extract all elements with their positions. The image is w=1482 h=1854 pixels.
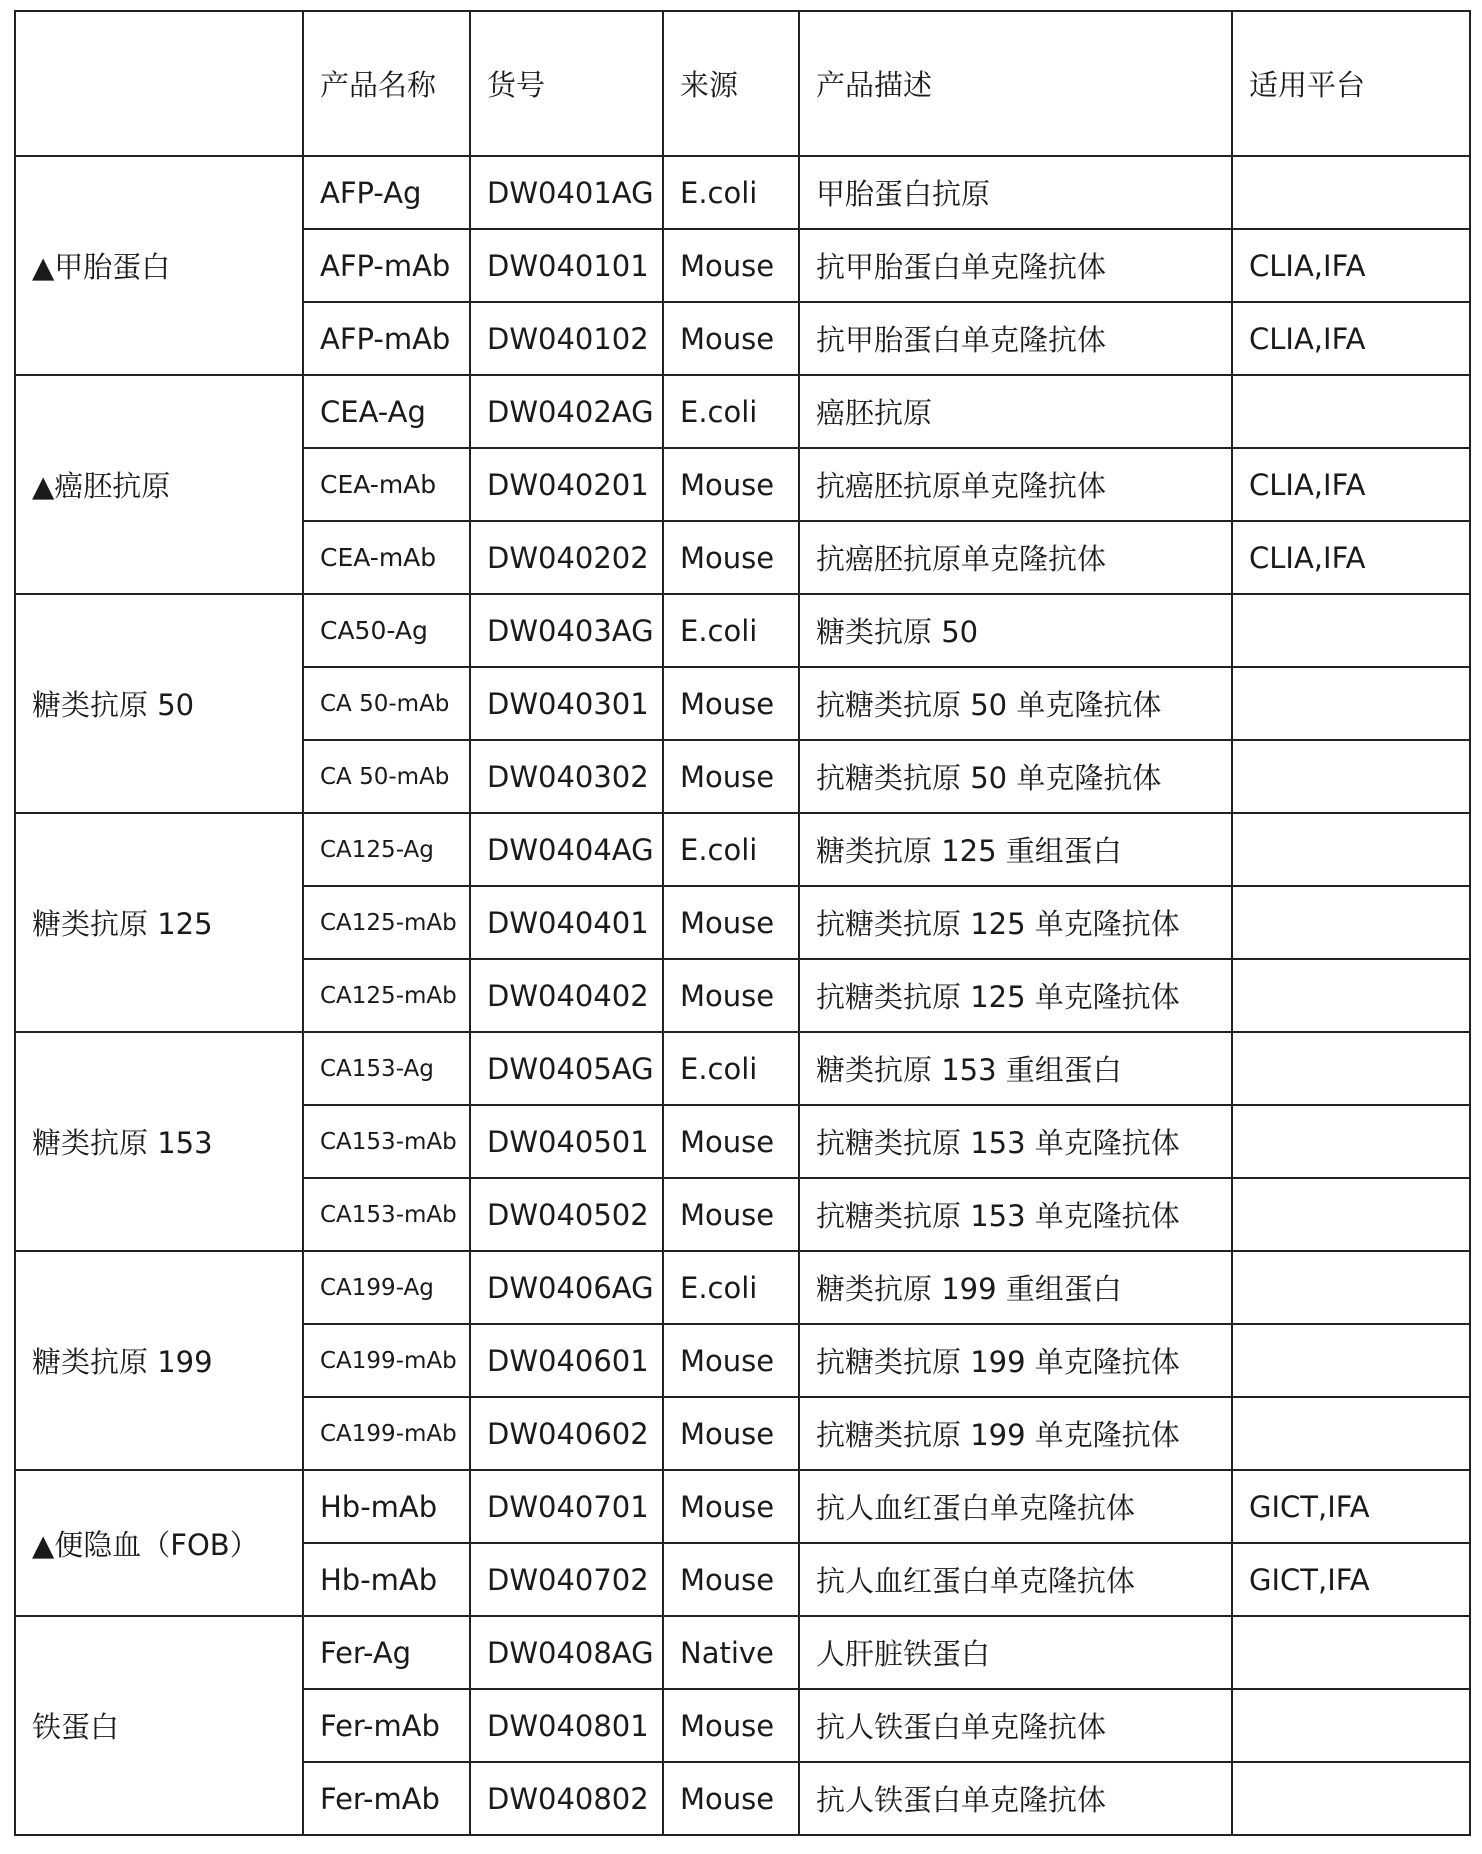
platform-cell: CLIA,IFA (1232, 448, 1470, 521)
platform-cell: GICT,IFA (1232, 1543, 1470, 1616)
product-name-cell: CA199-mAb (303, 1324, 470, 1397)
table-row (15, 1251, 1470, 1324)
sku-cell: DW0402AG (470, 375, 663, 448)
platform-cell (1232, 1616, 1470, 1689)
product-name-cell: CA50-Ag (303, 594, 470, 667)
source-cell: Mouse (663, 667, 799, 740)
platform-cell: CLIA,IFA (1232, 521, 1470, 594)
group-title-ca199: 糖类抗原 199 (15, 1251, 303, 1470)
description-cell: 抗人铁蛋白单克隆抗体 (799, 1762, 1232, 1835)
platform-cell (1232, 1689, 1470, 1762)
sku-cell: DW0403AG (470, 594, 663, 667)
platform-cell: CLIA,IFA (1232, 229, 1470, 302)
platform-cell (1232, 740, 1470, 813)
group-title-cea: ▲癌胚抗原 (15, 375, 303, 594)
sku-cell: DW0404AG (470, 813, 663, 886)
product-name-cell: Hb-mAb (303, 1543, 470, 1616)
source-cell: Mouse (663, 302, 799, 375)
sku-cell: DW040601 (470, 1324, 663, 1397)
sku-cell: DW040701 (470, 1470, 663, 1543)
sku-cell: DW0401AG (470, 156, 663, 229)
table-row (15, 375, 1470, 448)
sku-cell: DW0408AG (470, 1616, 663, 1689)
source-cell: E.coli (663, 813, 799, 886)
sku-cell: DW040502 (470, 1178, 663, 1251)
description-cell: 抗甲胎蛋白单克隆抗体 (799, 229, 1232, 302)
sku-cell: DW040802 (470, 1762, 663, 1835)
product-name-cell: CEA-Ag (303, 375, 470, 448)
group-title-ca153: 糖类抗原 153 (15, 1032, 303, 1251)
platform-cell (1232, 1032, 1470, 1105)
table-row (15, 594, 1470, 667)
description-cell: 抗甲胎蛋白单克隆抗体 (799, 302, 1232, 375)
description-cell: 癌胚抗原 (799, 375, 1232, 448)
product-name-cell: AFP-mAb (303, 302, 470, 375)
platform-cell (1232, 156, 1470, 229)
table-row (15, 1616, 1470, 1689)
platform-cell (1232, 667, 1470, 740)
source-cell: Mouse (663, 886, 799, 959)
sku-cell: DW040201 (470, 448, 663, 521)
platform-cell (1232, 886, 1470, 959)
product-name-cell: Fer-mAb (303, 1762, 470, 1835)
group-title-ca50: 糖类抗原 50 (15, 594, 303, 813)
product-name-cell: Fer-Ag (303, 1616, 470, 1689)
description-cell: 抗人血红蛋白单克隆抗体 (799, 1543, 1232, 1616)
platform-cell (1232, 1324, 1470, 1397)
description-cell: 糖类抗原 50 (799, 594, 1232, 667)
product-name-cell: CEA-mAb (303, 521, 470, 594)
header-group (15, 11, 303, 156)
description-cell: 抗人血红蛋白单克隆抗体 (799, 1470, 1232, 1543)
table-row (15, 1032, 1470, 1105)
source-cell: E.coli (663, 1032, 799, 1105)
platform-cell (1232, 375, 1470, 448)
source-cell: Mouse (663, 1689, 799, 1762)
sku-cell: DW040102 (470, 302, 663, 375)
source-cell: Mouse (663, 959, 799, 1032)
platform-cell (1232, 1178, 1470, 1251)
product-name-cell: Fer-mAb (303, 1689, 470, 1762)
sku-cell: DW040202 (470, 521, 663, 594)
description-cell: 抗人铁蛋白单克隆抗体 (799, 1689, 1232, 1762)
source-cell: Mouse (663, 1105, 799, 1178)
sku-cell: DW040501 (470, 1105, 663, 1178)
sku-cell: DW040401 (470, 886, 663, 959)
description-cell: 人肝脏铁蛋白 (799, 1616, 1232, 1689)
platform-cell: CLIA,IFA (1232, 302, 1470, 375)
header-platform: 适用平台 (1232, 11, 1470, 156)
product-name-cell: CA125-Ag (303, 813, 470, 886)
description-cell: 糖类抗原 199 重组蛋白 (799, 1251, 1232, 1324)
group-title-ca125: 糖类抗原 125 (15, 813, 303, 1032)
product-name-cell: CA199-Ag (303, 1251, 470, 1324)
header-source: 来源 (663, 11, 799, 156)
platform-cell (1232, 594, 1470, 667)
source-cell: Mouse (663, 740, 799, 813)
sku-cell: DW0405AG (470, 1032, 663, 1105)
product-name-cell: CA153-mAb (303, 1105, 470, 1178)
description-cell: 抗糖类抗原 199 单克隆抗体 (799, 1397, 1232, 1470)
description-cell: 抗糖类抗原 153 单克隆抗体 (799, 1105, 1232, 1178)
platform-cell (1232, 959, 1470, 1032)
table-header-row (15, 11, 1470, 156)
source-cell: Native (663, 1616, 799, 1689)
platform-cell (1232, 1762, 1470, 1835)
source-cell: E.coli (663, 156, 799, 229)
sku-cell: DW0406AG (470, 1251, 663, 1324)
product-name-cell: CA 50-mAb (303, 667, 470, 740)
product-name-cell: AFP-Ag (303, 156, 470, 229)
platform-cell (1232, 1397, 1470, 1470)
platform-cell: GICT,IFA (1232, 1470, 1470, 1543)
source-cell: Mouse (663, 1324, 799, 1397)
description-cell: 糖类抗原 125 重组蛋白 (799, 813, 1232, 886)
source-cell: E.coli (663, 375, 799, 448)
table-row (15, 813, 1470, 886)
source-cell: Mouse (663, 229, 799, 302)
description-cell: 抗癌胚抗原单克隆抗体 (799, 521, 1232, 594)
sku-cell: DW040402 (470, 959, 663, 1032)
group-title-afp: ▲甲胎蛋白 (15, 156, 303, 375)
product-name-cell: CA153-mAb (303, 1178, 470, 1251)
group-title-ferritin: 铁蛋白 (15, 1616, 303, 1835)
sku-cell: DW040801 (470, 1689, 663, 1762)
product-table (14, 10, 1471, 1836)
header-product-name: 产品名称 (303, 11, 470, 156)
source-cell: Mouse (663, 1178, 799, 1251)
sku-cell: DW040702 (470, 1543, 663, 1616)
description-cell: 甲胎蛋白抗原 (799, 156, 1232, 229)
source-cell: Mouse (663, 448, 799, 521)
platform-cell (1232, 1105, 1470, 1178)
source-cell: E.coli (663, 1251, 799, 1324)
sku-cell: DW040302 (470, 740, 663, 813)
source-cell: Mouse (663, 1470, 799, 1543)
description-cell: 抗癌胚抗原单克隆抗体 (799, 448, 1232, 521)
description-cell: 抗糖类抗原 199 单克隆抗体 (799, 1324, 1232, 1397)
product-name-cell: Hb-mAb (303, 1470, 470, 1543)
description-cell: 抗糖类抗原 125 单克隆抗体 (799, 886, 1232, 959)
source-cell: Mouse (663, 1543, 799, 1616)
product-name-cell: CA125-mAb (303, 886, 470, 959)
product-name-cell: CA153-Ag (303, 1032, 470, 1105)
source-cell: Mouse (663, 1762, 799, 1835)
source-cell: E.coli (663, 594, 799, 667)
platform-cell (1232, 1251, 1470, 1324)
description-cell: 抗糖类抗原 125 单克隆抗体 (799, 959, 1232, 1032)
sku-cell: DW040301 (470, 667, 663, 740)
source-cell: Mouse (663, 521, 799, 594)
header-description: 产品描述 (799, 11, 1232, 156)
description-cell: 糖类抗原 153 重组蛋白 (799, 1032, 1232, 1105)
product-name-cell: CA199-mAb (303, 1397, 470, 1470)
source-cell: Mouse (663, 1397, 799, 1470)
group-title-fob: ▲便隐血（FOB） (15, 1470, 303, 1616)
platform-cell (1232, 813, 1470, 886)
product-name-cell: CA 50-mAb (303, 740, 470, 813)
description-cell: 抗糖类抗原 50 单克隆抗体 (799, 667, 1232, 740)
description-cell: 抗糖类抗原 153 单克隆抗体 (799, 1178, 1232, 1251)
sku-cell: DW040602 (470, 1397, 663, 1470)
header-sku: 货号 (470, 11, 663, 156)
product-name-cell: CEA-mAb (303, 448, 470, 521)
sku-cell: DW040101 (470, 229, 663, 302)
description-cell: 抗糖类抗原 50 单克隆抗体 (799, 740, 1232, 813)
table-row (15, 1470, 1470, 1543)
product-name-cell: CA125-mAb (303, 959, 470, 1032)
table-row (15, 156, 1470, 229)
product-name-cell: AFP-mAb (303, 229, 470, 302)
